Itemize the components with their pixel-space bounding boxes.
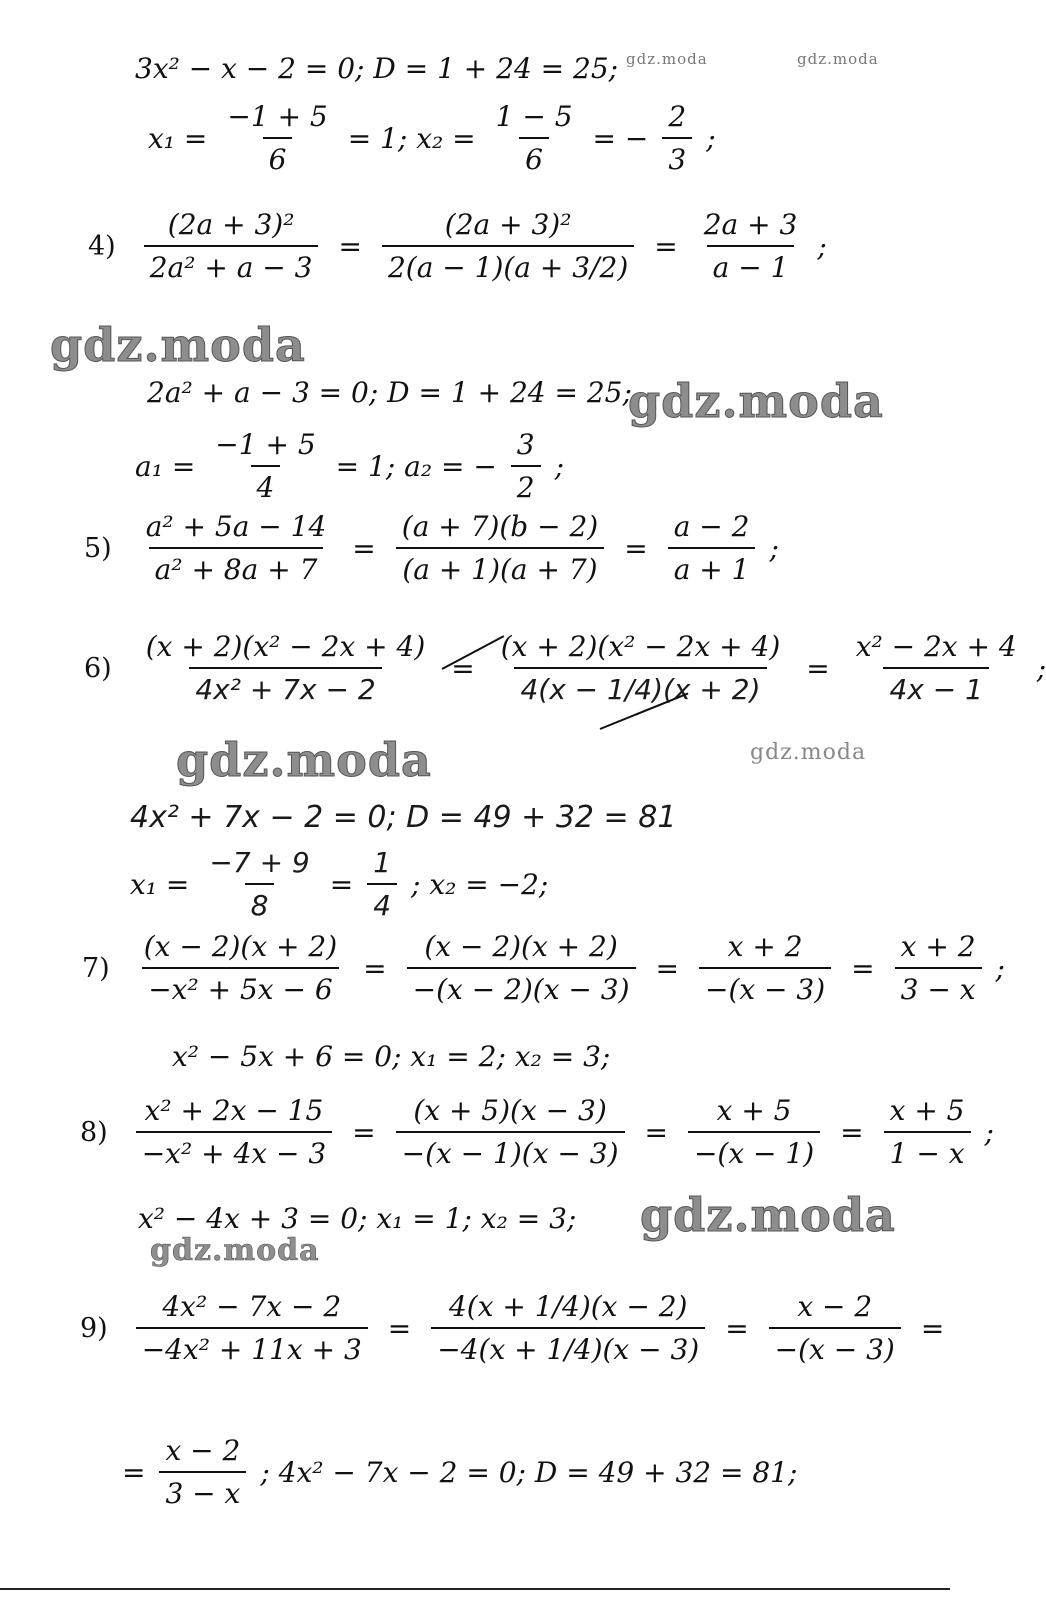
equation-text: x² − 4x + 3 = 0; x₁ = 1; x₂ = 3; bbox=[138, 1202, 577, 1235]
equation-text: x₁ = bbox=[130, 867, 190, 901]
fraction bbox=[140, 630, 432, 706]
denominator: 6 bbox=[519, 137, 549, 176]
item-number: 7) bbox=[82, 952, 110, 984]
equals-sign: = bbox=[624, 531, 648, 565]
equals-sign: = bbox=[363, 951, 387, 985]
numerator: −1 + 5 bbox=[227, 100, 328, 133]
denominator: 4x² + 7x − 2 bbox=[189, 667, 381, 706]
numerator: x − 2 bbox=[165, 1434, 241, 1467]
numerator: (x + 2)(x² − 2x + 4) bbox=[145, 630, 426, 663]
equation-text: = − bbox=[592, 121, 649, 155]
item-number: 9) bbox=[80, 1312, 108, 1344]
item-6 bbox=[84, 630, 1046, 706]
denominator: 4(x − 1/4)(x + 2) bbox=[514, 667, 766, 706]
fraction bbox=[140, 510, 333, 586]
numerator: x + 2 bbox=[900, 930, 976, 963]
fraction bbox=[144, 208, 319, 284]
watermark: gdz.moda bbox=[640, 1188, 896, 1242]
equation-text: ; x₂ = −2; bbox=[411, 867, 549, 901]
fraction bbox=[688, 1094, 820, 1170]
fraction bbox=[884, 1094, 971, 1170]
equals-sign: = bbox=[644, 1115, 668, 1149]
equation-text: a₁ = bbox=[135, 449, 196, 483]
numerator: x + 5 bbox=[889, 1094, 965, 1127]
bottom-divider bbox=[0, 1588, 950, 1590]
equals-sign: = bbox=[451, 651, 475, 685]
fraction bbox=[396, 510, 604, 586]
denominator: −4x² + 11x + 3 bbox=[136, 1327, 368, 1366]
numerator: a² + 5a − 14 bbox=[145, 510, 327, 543]
equation-line bbox=[138, 1202, 576, 1235]
numerator: (2a + 3)² bbox=[167, 208, 295, 241]
equals-sign: = bbox=[725, 1311, 749, 1345]
equation-text: ; 4x² − 7x − 2 = 0; D = 49 + 32 = 81; bbox=[260, 1455, 798, 1489]
denominator: a + 1 bbox=[668, 547, 756, 586]
equation-line bbox=[135, 428, 564, 504]
numerator: (2a + 3)² bbox=[444, 208, 572, 241]
fraction bbox=[850, 630, 1023, 706]
fraction bbox=[511, 428, 541, 504]
fraction bbox=[136, 1290, 368, 1366]
equals-sign: = bbox=[920, 1311, 945, 1345]
denominator: −(x − 3) bbox=[769, 1327, 901, 1366]
fraction bbox=[495, 630, 787, 706]
equals-sign: = bbox=[840, 1115, 864, 1149]
denominator: 6 bbox=[263, 137, 293, 176]
equals-sign: = bbox=[851, 951, 875, 985]
numerator: 3 bbox=[516, 428, 535, 461]
numerator: a − 2 bbox=[673, 510, 750, 543]
equals-sign: = bbox=[387, 1311, 412, 1345]
watermark: gdz.moda bbox=[50, 318, 306, 372]
denominator: 4 bbox=[251, 465, 281, 504]
equation-line bbox=[135, 52, 618, 85]
item-7 bbox=[82, 930, 1005, 1006]
denominator: 2(a − 1)(a + 3/2) bbox=[382, 245, 634, 284]
equation-line bbox=[148, 100, 716, 176]
equation-text: 4x² + 7x − 2 = 0; D = 49 + 32 = 81 bbox=[130, 800, 677, 835]
item-8 bbox=[80, 1094, 994, 1170]
watermark: gdz.moda bbox=[176, 733, 432, 787]
watermark: gdz.moda bbox=[750, 740, 867, 765]
denominator: 8 bbox=[245, 883, 275, 922]
denominator: 2 bbox=[511, 465, 541, 504]
denominator: a² + 8a + 7 bbox=[149, 547, 324, 586]
numerator: 2 bbox=[668, 100, 687, 133]
numerator: x − 2 bbox=[797, 1290, 873, 1323]
equation-text: x₁ = bbox=[148, 121, 208, 155]
denominator: −(x − 1)(x − 3) bbox=[396, 1131, 625, 1170]
watermark: gdz.moda bbox=[628, 374, 884, 428]
denominator: −(x − 1) bbox=[688, 1131, 820, 1170]
equation-text: ; bbox=[769, 531, 779, 565]
fraction bbox=[895, 930, 982, 1006]
equation-text: ; bbox=[995, 951, 1005, 985]
item-number: 6) bbox=[84, 652, 112, 684]
numerator: (x + 5)(x − 3) bbox=[413, 1094, 607, 1127]
fraction bbox=[431, 1290, 705, 1366]
equation-text: x² − 5x + 6 = 0; x₁ = 2; x₂ = 3; bbox=[172, 1040, 611, 1073]
watermark: gdz.moda bbox=[797, 50, 879, 68]
denominator: −x² + 4x − 3 bbox=[136, 1131, 332, 1170]
fraction bbox=[699, 930, 831, 1006]
fraction bbox=[769, 1290, 901, 1366]
denominator: 4x − 1 bbox=[883, 667, 988, 706]
watermark: gdz.moda bbox=[150, 1233, 320, 1268]
equation-text: ; bbox=[706, 121, 716, 155]
fraction bbox=[382, 208, 634, 284]
fraction bbox=[396, 1094, 625, 1170]
equals-sign: = bbox=[655, 951, 679, 985]
denominator: 3 − x bbox=[895, 967, 982, 1006]
equation-text: = 1; a₂ = − bbox=[335, 449, 497, 483]
equation-text: ; bbox=[1036, 651, 1046, 685]
item-4 bbox=[88, 208, 827, 284]
equation-line bbox=[130, 800, 676, 835]
numerator: 4(x + 1/4)(x − 2) bbox=[448, 1290, 688, 1323]
item-number: 4) bbox=[88, 230, 116, 262]
fraction bbox=[136, 1094, 332, 1170]
equation-line bbox=[130, 846, 548, 922]
equals-sign: = bbox=[352, 1115, 376, 1149]
fraction bbox=[662, 100, 692, 176]
item-9 bbox=[80, 1290, 950, 1366]
numerator: −1 + 5 bbox=[215, 428, 316, 461]
equation-line bbox=[122, 1434, 797, 1510]
numerator: 2a + 3 bbox=[703, 208, 798, 241]
equals-sign: = bbox=[122, 1455, 146, 1489]
denominator: 1 − x bbox=[884, 1131, 971, 1170]
equals-sign: = bbox=[654, 229, 678, 263]
fraction bbox=[668, 510, 756, 586]
item-5 bbox=[84, 510, 779, 586]
equation-line bbox=[147, 376, 632, 409]
equals-sign: = bbox=[338, 229, 362, 263]
equation-text: = 1; x₂ = bbox=[347, 121, 476, 155]
denominator: 4 bbox=[367, 883, 397, 922]
equals-sign: = bbox=[352, 531, 376, 565]
numerator: (x − 2)(x + 2) bbox=[424, 930, 618, 963]
item-number: 8) bbox=[80, 1116, 108, 1148]
equation-text: 3x² − x − 2 = 0; D = 1 + 24 = 25; bbox=[135, 52, 619, 85]
numerator: 4x² − 7x − 2 bbox=[162, 1290, 342, 1323]
fraction bbox=[367, 846, 397, 922]
fraction bbox=[221, 100, 333, 176]
numerator: (x + 2)(x² − 2x + 4) bbox=[500, 630, 781, 663]
fraction bbox=[490, 100, 579, 176]
equation-text: 2a² + a − 3 = 0; D = 1 + 24 = 25; bbox=[147, 376, 632, 409]
numerator: x + 2 bbox=[727, 930, 803, 963]
fraction bbox=[203, 846, 315, 922]
denominator: −(x − 3) bbox=[699, 967, 831, 1006]
equals-sign: = bbox=[806, 651, 830, 685]
numerator: 1 − 5 bbox=[495, 100, 573, 133]
numerator: x² + 2x − 15 bbox=[144, 1094, 324, 1127]
denominator: 3 bbox=[662, 137, 692, 176]
numerator: −7 + 9 bbox=[209, 846, 310, 879]
numerator: x + 5 bbox=[716, 1094, 792, 1127]
watermark: gdz.moda bbox=[626, 50, 708, 68]
item-number: 5) bbox=[84, 532, 112, 564]
fraction bbox=[407, 930, 636, 1006]
equation-text: ; bbox=[984, 1115, 994, 1149]
numerator: (x − 2)(x + 2) bbox=[143, 930, 338, 963]
numerator: x² − 2x + 4 bbox=[855, 630, 1017, 663]
equation-text: ; bbox=[554, 449, 565, 483]
denominator: −x² + 5x − 6 bbox=[142, 967, 338, 1006]
fraction bbox=[209, 428, 321, 504]
equation-line bbox=[172, 1040, 610, 1073]
equation-text: ; bbox=[817, 229, 827, 263]
equation-text: = bbox=[329, 867, 354, 901]
denominator: (a + 1)(a + 7) bbox=[396, 547, 603, 586]
denominator: −4(x + 1/4)(x − 3) bbox=[431, 1327, 705, 1366]
denominator: 2a² + a − 3 bbox=[144, 245, 319, 284]
numerator: (a + 7)(b − 2) bbox=[401, 510, 599, 543]
numerator: 1 bbox=[373, 846, 392, 879]
denominator: 3 − x bbox=[159, 1471, 246, 1510]
fraction bbox=[159, 1434, 246, 1510]
fraction bbox=[138, 930, 343, 1006]
denominator: a − 1 bbox=[707, 245, 795, 284]
fraction bbox=[698, 208, 804, 284]
denominator: −(x − 2)(x − 3) bbox=[407, 967, 636, 1006]
